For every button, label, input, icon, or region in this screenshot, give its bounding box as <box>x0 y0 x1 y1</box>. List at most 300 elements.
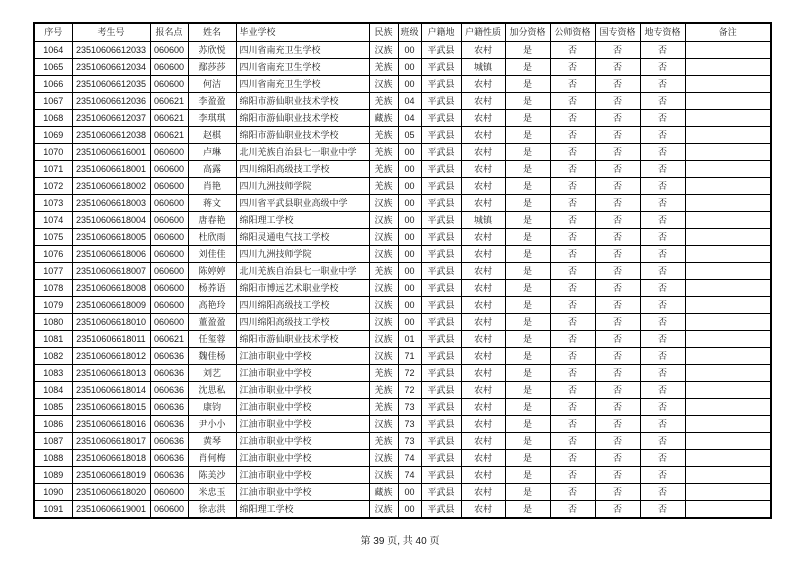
table-cell: 汉族 <box>369 245 398 262</box>
table-cell: 鄢莎莎 <box>188 58 236 75</box>
table-cell: 汉族 <box>369 330 398 347</box>
table-cell: 羌族 <box>369 364 398 381</box>
table-cell: 否 <box>550 398 595 415</box>
table-cell: 羌族 <box>369 58 398 75</box>
table-row <box>34 75 771 92</box>
table-cell: 否 <box>595 364 640 381</box>
table-cell: 060600 <box>150 58 188 75</box>
table-row <box>34 194 771 211</box>
table-cell: 060600 <box>150 500 188 518</box>
table-cell: 是 <box>505 449 550 466</box>
table-cell: 1065 <box>34 58 72 75</box>
table-row <box>34 381 771 398</box>
student-roster-table <box>33 22 772 519</box>
table-row <box>34 279 771 296</box>
table-cell: 否 <box>640 41 685 58</box>
table-cell: 汉族 <box>369 279 398 296</box>
table-cell: 是 <box>505 432 550 449</box>
table-cell: 苏欣悦 <box>188 41 236 58</box>
table-cell <box>685 245 771 262</box>
table-cell: 汉族 <box>369 313 398 330</box>
table-cell: 1090 <box>34 483 72 500</box>
table-cell: 农村 <box>461 92 505 109</box>
column-header-1: 考生号 <box>72 23 150 41</box>
table-cell: 否 <box>595 466 640 483</box>
table-cell: 060600 <box>150 211 188 228</box>
table-cell: 060600 <box>150 245 188 262</box>
table-cell: 060600 <box>150 194 188 211</box>
table-cell: 农村 <box>461 109 505 126</box>
table-cell: 060636 <box>150 398 188 415</box>
table-cell: 平武县 <box>421 381 461 398</box>
table-cell: 魏佳杨 <box>188 347 236 364</box>
table-cell: 否 <box>550 41 595 58</box>
table-cell: 否 <box>550 466 595 483</box>
table-cell: 否 <box>595 279 640 296</box>
table-cell: 绵阳市游仙职业技术学校 <box>236 330 369 347</box>
table-cell <box>685 347 771 364</box>
table-cell: 否 <box>550 126 595 143</box>
table-cell: 平武县 <box>421 364 461 381</box>
table-cell: 是 <box>505 92 550 109</box>
table-cell: 农村 <box>461 483 505 500</box>
table-cell: 否 <box>595 262 640 279</box>
table-cell: 否 <box>640 211 685 228</box>
table-cell <box>685 466 771 483</box>
table-cell <box>685 143 771 160</box>
table-cell: 23510606618018 <box>72 449 150 466</box>
table-cell: 23510606618010 <box>72 313 150 330</box>
column-header-3: 姓名 <box>188 23 236 41</box>
table-cell: 060621 <box>150 126 188 143</box>
table-cell: 23510606612035 <box>72 75 150 92</box>
table-cell: 羌族 <box>369 92 398 109</box>
table-cell: 23510606618016 <box>72 415 150 432</box>
table-cell: 杨荞语 <box>188 279 236 296</box>
table-cell: 73 <box>398 432 421 449</box>
table-cell: 农村 <box>461 381 505 398</box>
table-cell: 沈思私 <box>188 381 236 398</box>
column-header-6: 班级 <box>398 23 421 41</box>
table-cell: 1087 <box>34 432 72 449</box>
table-cell <box>685 449 771 466</box>
column-header-12: 地专资格 <box>640 23 685 41</box>
table-cell <box>685 228 771 245</box>
table-cell: 农村 <box>461 432 505 449</box>
table-cell: 23510606616001 <box>72 143 150 160</box>
table-cell: 23510606618014 <box>72 381 150 398</box>
table-body <box>34 41 771 518</box>
table-cell: 藏族 <box>369 483 398 500</box>
table-cell: 卢琳 <box>188 143 236 160</box>
table-cell: 平武县 <box>421 211 461 228</box>
table-cell: 23510606618015 <box>72 398 150 415</box>
table-cell: 否 <box>595 58 640 75</box>
table-cell: 1081 <box>34 330 72 347</box>
table-cell: 00 <box>398 41 421 58</box>
table-cell: 刘佳佳 <box>188 245 236 262</box>
table-cell: 是 <box>505 500 550 518</box>
table-cell: 农村 <box>461 347 505 364</box>
table-cell <box>685 58 771 75</box>
table-cell: 否 <box>550 381 595 398</box>
table-cell: 绵阳市博远艺术职业学校 <box>236 279 369 296</box>
table-cell: 否 <box>595 228 640 245</box>
table-row <box>34 466 771 483</box>
table-row <box>34 126 771 143</box>
table-cell: 00 <box>398 58 421 75</box>
table-cell: 否 <box>595 432 640 449</box>
table-cell: 060621 <box>150 330 188 347</box>
table-cell: 平武县 <box>421 160 461 177</box>
table-cell: 赵棋 <box>188 126 236 143</box>
table-cell: 00 <box>398 228 421 245</box>
table-cell: 农村 <box>461 500 505 518</box>
table-cell: 农村 <box>461 330 505 347</box>
table-cell <box>685 41 771 58</box>
table-cell: 羌族 <box>369 143 398 160</box>
table-cell: 1067 <box>34 92 72 109</box>
table-cell: 04 <box>398 92 421 109</box>
table-cell: 否 <box>595 143 640 160</box>
table-cell: 是 <box>505 126 550 143</box>
table-row <box>34 432 771 449</box>
table-cell: 否 <box>595 92 640 109</box>
table-cell: 74 <box>398 449 421 466</box>
table-cell: 城镇 <box>461 58 505 75</box>
table-cell: 060636 <box>150 364 188 381</box>
table-cell: 23510606618020 <box>72 483 150 500</box>
table-cell: 是 <box>505 143 550 160</box>
table-row <box>34 500 771 518</box>
table-cell: 江油市职业中学校 <box>236 364 369 381</box>
table-row <box>34 398 771 415</box>
table-cell: 是 <box>505 296 550 313</box>
table-cell: 羌族 <box>369 177 398 194</box>
table-cell: 否 <box>640 109 685 126</box>
table-cell: 否 <box>550 177 595 194</box>
table-cell: 羌族 <box>369 432 398 449</box>
column-header-8: 户籍性质 <box>461 23 505 41</box>
table-cell: 农村 <box>461 279 505 296</box>
table-cell: 否 <box>640 92 685 109</box>
table-cell: 平武县 <box>421 330 461 347</box>
table-cell: 平武县 <box>421 449 461 466</box>
table-cell: 否 <box>640 160 685 177</box>
table-cell: 1082 <box>34 347 72 364</box>
table-cell: 23510606618013 <box>72 364 150 381</box>
table-cell <box>685 483 771 500</box>
column-header-0: 序号 <box>34 23 72 41</box>
table-cell: 羌族 <box>369 126 398 143</box>
table-cell: 23510606618004 <box>72 211 150 228</box>
table-cell: 农村 <box>461 143 505 160</box>
table-cell <box>685 398 771 415</box>
table-cell: 绵阳灵通电气技工学校 <box>236 228 369 245</box>
table-cell: 00 <box>398 483 421 500</box>
table-cell: 农村 <box>461 75 505 92</box>
table-cell: 23510606612034 <box>72 58 150 75</box>
table-cell: 汉族 <box>369 347 398 364</box>
table-row <box>34 177 771 194</box>
table-cell: 绵阳理工学校 <box>236 500 369 518</box>
table-cell: 060636 <box>150 432 188 449</box>
table-cell: 农村 <box>461 262 505 279</box>
table-cell: 四川省平武县职业高级中学 <box>236 194 369 211</box>
table-cell: 1072 <box>34 177 72 194</box>
table-cell: 农村 <box>461 449 505 466</box>
table-cell: 是 <box>505 262 550 279</box>
table-cell <box>685 313 771 330</box>
table-cell: 肖何梅 <box>188 449 236 466</box>
table-cell: 00 <box>398 194 421 211</box>
table-cell <box>685 194 771 211</box>
table-cell: 汉族 <box>369 75 398 92</box>
table-cell: 唐春艳 <box>188 211 236 228</box>
table-cell: 四川省南充卫生学校 <box>236 41 369 58</box>
table-cell: 否 <box>595 313 640 330</box>
table-cell: 平武县 <box>421 415 461 432</box>
table-cell <box>685 160 771 177</box>
table-cell: 平武县 <box>421 500 461 518</box>
table-cell: 平武县 <box>421 347 461 364</box>
table-cell: 否 <box>595 500 640 518</box>
table-cell <box>685 126 771 143</box>
table-cell: 23510606618019 <box>72 466 150 483</box>
column-header-10: 公师资格 <box>550 23 595 41</box>
table-cell: 江油市职业中学校 <box>236 381 369 398</box>
table-cell: 01 <box>398 330 421 347</box>
table-cell: 否 <box>640 347 685 364</box>
table-cell: 23510606618006 <box>72 245 150 262</box>
table-row <box>34 347 771 364</box>
table-cell: 04 <box>398 109 421 126</box>
table-cell: 否 <box>550 228 595 245</box>
table-cell: 农村 <box>461 41 505 58</box>
table-cell: 23510606618008 <box>72 279 150 296</box>
table-row <box>34 228 771 245</box>
table-cell: 江油市职业中学校 <box>236 449 369 466</box>
table-cell: 否 <box>595 398 640 415</box>
table-cell: 1071 <box>34 160 72 177</box>
table-cell: 平武县 <box>421 296 461 313</box>
table-cell <box>685 415 771 432</box>
table-cell: 00 <box>398 262 421 279</box>
table-cell: 否 <box>595 126 640 143</box>
table-cell: 060600 <box>150 313 188 330</box>
table-cell: 汉族 <box>369 466 398 483</box>
table-cell: 72 <box>398 364 421 381</box>
table-cell: 1068 <box>34 109 72 126</box>
table-cell: 060600 <box>150 143 188 160</box>
table-cell: 否 <box>640 245 685 262</box>
table-cell <box>685 432 771 449</box>
table-row <box>34 449 771 466</box>
table-cell: 1091 <box>34 500 72 518</box>
table-cell: 农村 <box>461 160 505 177</box>
table-cell: 23510606619001 <box>72 500 150 518</box>
table-cell: 060600 <box>150 483 188 500</box>
table-cell: 平武县 <box>421 228 461 245</box>
table-cell: 否 <box>550 211 595 228</box>
table-cell: 否 <box>550 483 595 500</box>
table-cell: 否 <box>595 483 640 500</box>
table-cell: 23510606618001 <box>72 160 150 177</box>
table-cell: 060600 <box>150 279 188 296</box>
table-cell: 否 <box>550 432 595 449</box>
table-cell: 否 <box>640 466 685 483</box>
table-cell: 060600 <box>150 41 188 58</box>
table-cell: 汉族 <box>369 211 398 228</box>
table-cell: 农村 <box>461 228 505 245</box>
table-cell: 060636 <box>150 381 188 398</box>
table-cell: 是 <box>505 398 550 415</box>
table-cell: 23510606612036 <box>72 92 150 109</box>
table-cell: 060600 <box>150 296 188 313</box>
table-cell: 否 <box>595 347 640 364</box>
table-row <box>34 143 771 160</box>
table-cell: 060636 <box>150 415 188 432</box>
table-row <box>34 58 771 75</box>
table-cell: 否 <box>640 500 685 518</box>
table-cell: 否 <box>550 313 595 330</box>
table-cell: 1085 <box>34 398 72 415</box>
table-cell: 1075 <box>34 228 72 245</box>
table-cell: 是 <box>505 160 550 177</box>
table-cell: 米忠玉 <box>188 483 236 500</box>
table-cell: 是 <box>505 347 550 364</box>
table-cell: 平武县 <box>421 58 461 75</box>
table-cell: 00 <box>398 75 421 92</box>
table-cell: 060621 <box>150 92 188 109</box>
table-cell: 否 <box>640 177 685 194</box>
table-cell: 平武县 <box>421 398 461 415</box>
table-cell: 1074 <box>34 211 72 228</box>
table-row <box>34 92 771 109</box>
table-cell: 否 <box>595 415 640 432</box>
table-cell: 杜欣雨 <box>188 228 236 245</box>
table-cell: 00 <box>398 313 421 330</box>
table-cell: 汉族 <box>369 228 398 245</box>
table-cell: 否 <box>550 364 595 381</box>
table-cell: 否 <box>550 75 595 92</box>
table-row <box>34 415 771 432</box>
table-cell: 否 <box>640 262 685 279</box>
table-cell: 1080 <box>34 313 72 330</box>
table-cell: 平武县 <box>421 262 461 279</box>
table-cell: 是 <box>505 41 550 58</box>
table-cell: 1064 <box>34 41 72 58</box>
table-cell: 否 <box>640 432 685 449</box>
table-cell: 72 <box>398 381 421 398</box>
table-cell: 1070 <box>34 143 72 160</box>
table-cell: 否 <box>550 92 595 109</box>
table-cell <box>685 92 771 109</box>
table-cell: 农村 <box>461 245 505 262</box>
table-cell: 否 <box>550 500 595 518</box>
table-cell: 23510606618011 <box>72 330 150 347</box>
table-cell <box>685 364 771 381</box>
table-cell: 羌族 <box>369 160 398 177</box>
table-cell: 1088 <box>34 449 72 466</box>
table-cell: 江油市职业中学校 <box>236 466 369 483</box>
table-cell: 00 <box>398 177 421 194</box>
table-cell: 060636 <box>150 347 188 364</box>
table-cell: 否 <box>640 415 685 432</box>
table-cell: 23510606612037 <box>72 109 150 126</box>
table-cell: 00 <box>398 500 421 518</box>
table-cell: 四川绵阳高级技工学校 <box>236 160 369 177</box>
table-cell: 00 <box>398 296 421 313</box>
table-row <box>34 296 771 313</box>
column-header-9: 加分资格 <box>505 23 550 41</box>
table-cell: 黄琴 <box>188 432 236 449</box>
table-cell: 060636 <box>150 449 188 466</box>
table-cell: 否 <box>640 228 685 245</box>
table-cell: 汉族 <box>369 41 398 58</box>
table-cell: 23510606618017 <box>72 432 150 449</box>
table-cell: 绵阳市游仙职业技术学校 <box>236 109 369 126</box>
table-cell: 羌族 <box>369 398 398 415</box>
column-header-13: 备注 <box>685 23 771 41</box>
table-cell: 否 <box>550 143 595 160</box>
table-cell: 1089 <box>34 466 72 483</box>
table-cell: 否 <box>550 296 595 313</box>
table-cell: 肖艳 <box>188 177 236 194</box>
table-cell: 是 <box>505 245 550 262</box>
table-cell: 康钧 <box>188 398 236 415</box>
table-cell: 060621 <box>150 109 188 126</box>
table-cell: 060600 <box>150 160 188 177</box>
table-cell: 藏族 <box>369 109 398 126</box>
table-cell: 是 <box>505 228 550 245</box>
table-cell <box>685 75 771 92</box>
table-cell: 23510606618009 <box>72 296 150 313</box>
table-row <box>34 245 771 262</box>
table-header-row <box>34 23 771 41</box>
table-cell: 平武县 <box>421 177 461 194</box>
table-cell: 否 <box>550 330 595 347</box>
table-cell: 四川省南充卫生学校 <box>236 58 369 75</box>
table-cell: 否 <box>640 364 685 381</box>
table-cell: 董盈盈 <box>188 313 236 330</box>
table-cell: 1079 <box>34 296 72 313</box>
table-cell: 是 <box>505 381 550 398</box>
table-cell: 北川羌族自治县七一职业中学 <box>236 262 369 279</box>
table-cell: 四川省南充卫生学校 <box>236 75 369 92</box>
table-cell: 平武县 <box>421 75 461 92</box>
table-cell: 是 <box>505 75 550 92</box>
table-cell: 是 <box>505 313 550 330</box>
table-cell: 四川绵阳高级技工学校 <box>236 313 369 330</box>
table-cell: 74 <box>398 466 421 483</box>
table-cell: 是 <box>505 364 550 381</box>
table-cell: 否 <box>550 245 595 262</box>
table-cell: 平武县 <box>421 279 461 296</box>
table-cell: 否 <box>640 126 685 143</box>
table-cell: 平武县 <box>421 432 461 449</box>
table-cell: 1073 <box>34 194 72 211</box>
table-cell: 否 <box>550 449 595 466</box>
column-header-7: 户籍地 <box>421 23 461 41</box>
table-cell <box>685 211 771 228</box>
table-cell: 绵阳理工学校 <box>236 211 369 228</box>
table-cell: 否 <box>640 381 685 398</box>
column-header-5: 民族 <box>369 23 398 41</box>
table-cell: 农村 <box>461 177 505 194</box>
table-cell: 否 <box>640 143 685 160</box>
table-cell: 四川九洲技师学院 <box>236 177 369 194</box>
